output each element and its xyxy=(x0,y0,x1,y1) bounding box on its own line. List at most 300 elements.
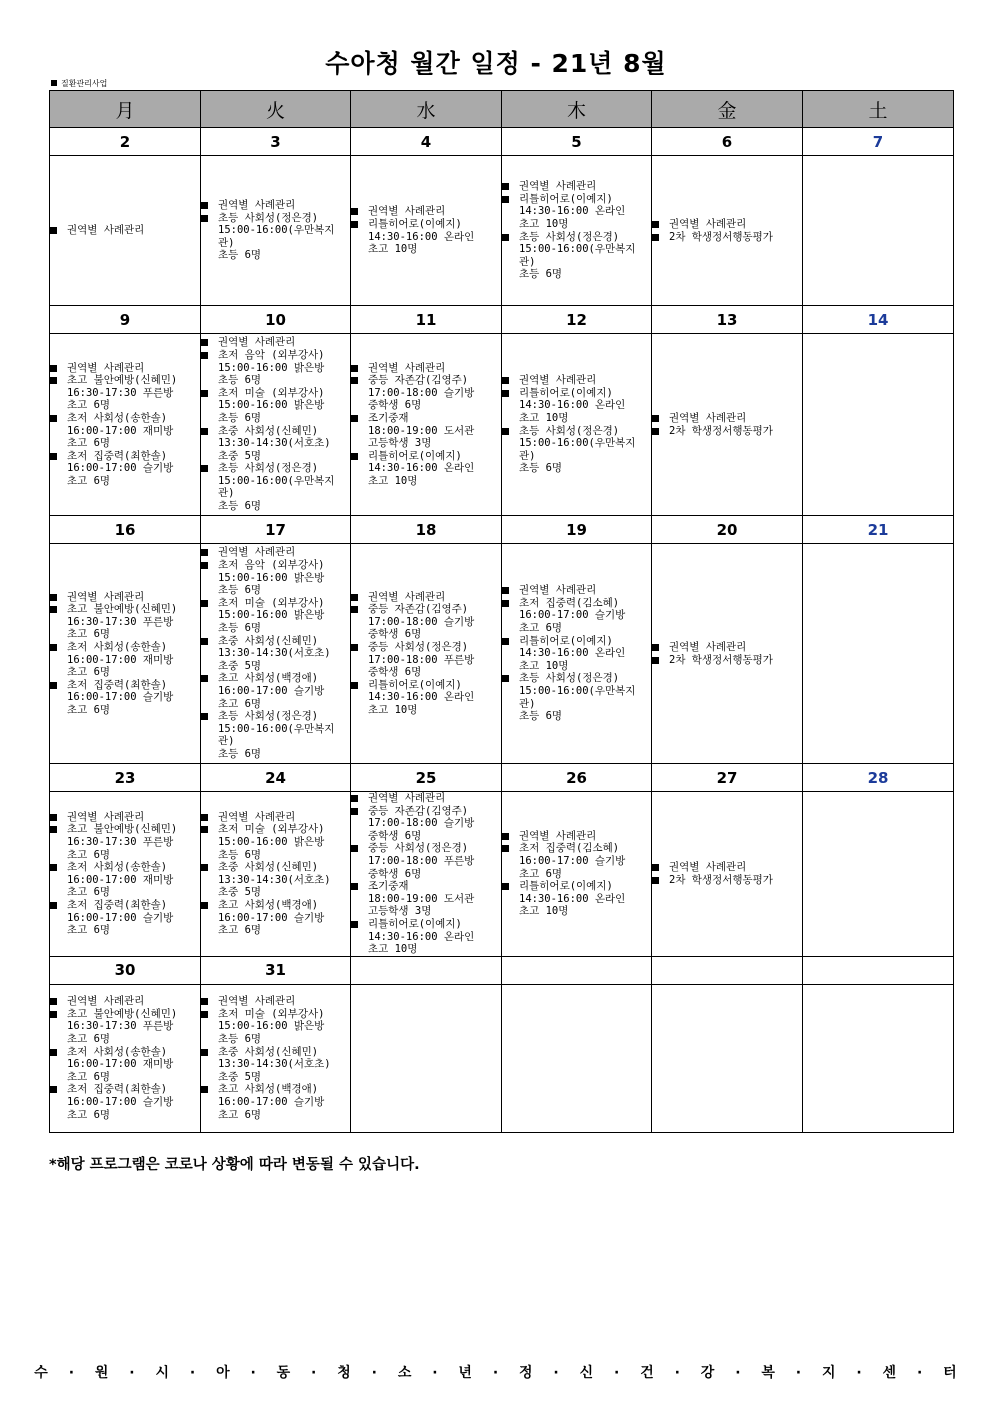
event-title: 초고 불안예방(신혜민) xyxy=(67,1007,178,1020)
event-detail: 14:30-16:00 온라인 xyxy=(519,892,626,905)
square-bullet-icon xyxy=(201,562,208,569)
event-item xyxy=(502,597,651,635)
event-detail: 중학생 6명 xyxy=(368,666,422,679)
event-item xyxy=(502,180,651,193)
event-detail: 중학생 6명 xyxy=(368,867,422,880)
event-item xyxy=(201,425,350,463)
event-detail: 15:00-16:00(우만복지 xyxy=(519,243,636,256)
square-bullet-icon xyxy=(51,80,57,86)
square-bullet-icon xyxy=(502,675,509,682)
event-detail: 13:30-14:30(서호초) xyxy=(218,647,331,660)
event-item xyxy=(351,918,501,956)
event-detail: 초고 6명 xyxy=(67,474,111,487)
square-bullet-icon xyxy=(50,365,57,372)
square-bullet-icon xyxy=(50,902,57,909)
day-events-cell xyxy=(803,984,954,1132)
event-item xyxy=(351,641,501,679)
event-detail: 15:00-16:00(우만복지 xyxy=(218,722,335,735)
square-bullet-icon xyxy=(50,1086,57,1093)
event-detail: 초등 6명 xyxy=(218,622,262,635)
event-detail: 16:30-17:30 푸른방 xyxy=(67,1020,174,1033)
event-title: 권역별 사례관리 xyxy=(669,411,747,424)
date-cell: 11 xyxy=(351,306,502,334)
event-detail: 16:00-17:00 슬기방 xyxy=(218,1096,325,1108)
square-bullet-icon xyxy=(50,814,57,821)
event-title: 조기중재 xyxy=(368,880,409,893)
event-item xyxy=(351,362,501,375)
event-item xyxy=(50,823,200,861)
event-title: 초등 사회성(정은경) xyxy=(519,424,620,437)
event-title: 권역별 사례관리 xyxy=(67,361,145,374)
square-bullet-icon xyxy=(201,549,208,556)
event-detail: 초고 6명 xyxy=(218,697,262,710)
event-detail: 18:00-19:00 도서관 xyxy=(368,892,475,905)
event-item xyxy=(201,861,350,899)
event-title: 초저 사회성(송한솔) xyxy=(67,640,168,653)
event-item xyxy=(50,412,200,450)
date-cell: 13 xyxy=(652,306,803,334)
day-events-cell xyxy=(201,156,351,306)
event-item xyxy=(502,387,651,425)
event-title: 리틀히어로(이예지) xyxy=(519,880,613,893)
event-detail: 17:00-18:00 슬기방 xyxy=(368,817,475,830)
square-bullet-icon xyxy=(652,221,659,228)
event-detail: 16:00-17:00 슬기방 xyxy=(67,462,174,475)
date-cell: 30 xyxy=(50,956,201,984)
square-bullet-icon xyxy=(201,675,208,682)
event-detail: 16:00-17:00 슬기방 xyxy=(519,854,626,867)
day-events-cell xyxy=(502,984,652,1132)
event-detail: 초등 6명 xyxy=(519,462,563,475)
event-title: 권역별 사례관리 xyxy=(67,995,145,1008)
square-bullet-icon xyxy=(502,833,509,840)
event-item xyxy=(502,231,651,281)
event-title: 권역별 사례관리 xyxy=(669,640,747,653)
event-item xyxy=(201,462,350,512)
event-detail: 초고 6명 xyxy=(67,703,111,716)
day-events-cell xyxy=(652,544,803,764)
event-detail: 초고 6명 xyxy=(67,666,111,679)
event-detail: 15:00-16:00 밝은방 xyxy=(218,1020,325,1033)
event-detail: 초고 6명 xyxy=(67,848,111,861)
square-bullet-icon xyxy=(502,845,509,852)
date-cell: 17 xyxy=(201,516,351,544)
event-title: 초저 사회성(송한솔) xyxy=(67,411,168,424)
event-detail: 14:30-16:00 온라인 xyxy=(368,230,475,243)
date-cell: 4 xyxy=(351,128,502,156)
event-item xyxy=(50,995,200,1008)
event-detail: 14:30-16:00 온라인 xyxy=(519,399,626,412)
event-item xyxy=(201,336,350,349)
event-title: 초중 사회성(신혜민) xyxy=(218,861,319,874)
square-bullet-icon xyxy=(201,1011,208,1018)
square-bullet-icon xyxy=(201,352,208,359)
date-cell: 23 xyxy=(50,764,201,792)
event-detail: 초등 6명 xyxy=(519,710,563,723)
event-detail: 고등학생 3명 xyxy=(368,905,432,918)
square-bullet-icon xyxy=(201,600,208,607)
event-title: 초저 집중력(최한솔) xyxy=(67,678,168,691)
square-bullet-icon xyxy=(351,594,358,601)
date-cell: 26 xyxy=(502,764,652,792)
event-item xyxy=(50,1046,200,1084)
event-title: 권역별 사례관리 xyxy=(67,810,145,823)
event-item xyxy=(50,641,200,679)
event-item xyxy=(50,450,200,488)
square-bullet-icon xyxy=(50,606,57,613)
date-cell: 25 xyxy=(351,764,502,792)
event-title: 중등 자존감(김영주) xyxy=(368,804,469,817)
event-title: 초저 집중력(최한솔) xyxy=(67,899,168,912)
page-title: 수아청 월간 일정 - 21년 8월 xyxy=(325,49,667,78)
event-title: 초중 사회성(신혜민) xyxy=(218,1045,319,1058)
event-title: 초등 사회성(정은경) xyxy=(519,230,620,243)
event-title: 초저 음악 (외부강사) xyxy=(218,348,325,361)
day-events-cell xyxy=(50,334,201,516)
event-detail: 초고 10명 xyxy=(368,703,418,716)
event-item xyxy=(652,861,802,874)
event-item xyxy=(502,842,651,880)
date-cell: 21 xyxy=(803,516,954,544)
event-detail: 중학생 6명 xyxy=(368,399,422,412)
event-detail: 초고 6명 xyxy=(67,1070,111,1083)
square-bullet-icon xyxy=(351,377,358,384)
date-cell: 20 xyxy=(652,516,803,544)
square-bullet-icon xyxy=(652,877,659,884)
day-events-cell xyxy=(652,156,803,306)
event-title: 초고 사회성(백경애) xyxy=(218,899,319,912)
event-item xyxy=(50,374,200,412)
event-title: 초저 집중력(최한솔) xyxy=(67,449,168,462)
day-events-cell xyxy=(652,334,803,516)
event-item xyxy=(502,880,651,918)
weekday-tue: 火 xyxy=(201,91,351,128)
event-title: 권역별 사례관리 xyxy=(519,584,597,597)
event-title: 초고 불안예방(신혜민) xyxy=(67,823,178,836)
event-item xyxy=(201,823,350,861)
event-item xyxy=(502,584,651,597)
event-title: 리틀히어로(이예지) xyxy=(368,678,462,691)
day-events-cell xyxy=(50,792,201,957)
event-title: 2차 학생정서행동평가 xyxy=(669,424,773,437)
event-item xyxy=(652,412,802,425)
event-title: 초저 집중력(김소혜) xyxy=(519,842,620,855)
event-item xyxy=(652,874,802,887)
day-events-cell xyxy=(803,334,954,516)
square-bullet-icon xyxy=(201,339,208,346)
event-item xyxy=(201,710,350,760)
square-bullet-icon xyxy=(502,196,509,203)
day-events-cell xyxy=(502,792,652,957)
event-item xyxy=(50,1083,200,1121)
event-detail: 16:00-17:00 재미방 xyxy=(67,873,174,886)
day-events-cell xyxy=(50,156,201,306)
square-bullet-icon xyxy=(351,682,358,689)
date-cell: 10 xyxy=(201,306,351,334)
event-title: 중등 자존감(김영주) xyxy=(368,374,469,387)
event-item xyxy=(50,362,200,375)
event-title: 권역별 사례관리 xyxy=(669,861,747,874)
day-events-cell xyxy=(502,334,652,516)
event-title: 권역별 사례관리 xyxy=(669,217,747,230)
event-title: 중등 사회성(정은경) xyxy=(368,842,469,855)
square-bullet-icon xyxy=(201,215,208,222)
square-bullet-icon xyxy=(502,638,509,645)
event-detail: 고등학생 3명 xyxy=(368,437,432,450)
square-bullet-icon xyxy=(351,921,358,928)
event-detail: 초고 6명 xyxy=(519,622,563,635)
event-detail: 16:00-17:00 재미방 xyxy=(67,1058,174,1071)
event-detail: 초고 6명 xyxy=(67,1108,111,1121)
date-cell: 19 xyxy=(502,516,652,544)
event-detail: 관) xyxy=(218,735,235,748)
disclaimer-note: *해당 프로그램은 코로나 상황에 따라 변동될 수 있습니다. xyxy=(49,1157,420,1173)
date-cell: 2 xyxy=(50,128,201,156)
event-detail: 17:00-18:00 슬기방 xyxy=(368,386,475,399)
event-title: 초저 미술 (외부강사) xyxy=(218,1007,325,1020)
event-item xyxy=(351,374,501,412)
legend xyxy=(51,78,107,89)
event-item xyxy=(201,546,350,559)
event-detail: 16:30-17:30 푸른방 xyxy=(67,836,174,849)
legend-label: 질환관리사업 xyxy=(61,79,108,88)
event-detail: 초고 10명 xyxy=(519,659,569,672)
square-bullet-icon xyxy=(50,1049,57,1056)
date-cell: 27 xyxy=(652,764,803,792)
square-bullet-icon xyxy=(652,644,659,651)
event-title: 중등 사회성(정은경) xyxy=(368,640,469,653)
event-item xyxy=(652,641,802,654)
event-title: 리틀히어로(이예지) xyxy=(519,386,613,399)
event-title: 권역별 사례관리 xyxy=(368,205,446,218)
event-title: 초등 사회성(정은경) xyxy=(519,672,620,685)
event-item xyxy=(502,672,651,722)
event-title: 초등 사회성(정은경) xyxy=(218,462,319,475)
event-title: 초고 불안예방(신혜민) xyxy=(67,603,178,616)
calendar-table xyxy=(49,90,954,1133)
square-bullet-icon xyxy=(50,227,57,234)
day-events-cell xyxy=(502,544,652,764)
event-item xyxy=(50,899,200,937)
square-bullet-icon xyxy=(201,1086,208,1093)
event-item xyxy=(201,559,350,597)
event-title: 초저 집중력(김소혜) xyxy=(519,596,620,609)
day-events-cell xyxy=(201,334,351,516)
event-title: 권역별 사례관리 xyxy=(218,336,296,349)
event-title: 초저 미술 (외부강사) xyxy=(218,386,325,399)
day-events-cell xyxy=(351,544,502,764)
event-detail: 초등 6명 xyxy=(218,584,262,597)
event-item xyxy=(201,995,350,1008)
square-bullet-icon xyxy=(351,365,358,372)
square-bullet-icon xyxy=(201,1049,208,1056)
event-item xyxy=(351,412,501,450)
day-events-cell xyxy=(803,544,954,764)
square-bullet-icon xyxy=(50,453,57,460)
event-detail: 초등 6명 xyxy=(218,411,262,424)
event-item xyxy=(201,635,350,673)
event-title: 초중 사회성(신혜민) xyxy=(218,634,319,647)
event-detail: 초고 10명 xyxy=(519,411,569,424)
event-title: 초저 집중력(최한솔) xyxy=(67,1083,168,1096)
square-bullet-icon xyxy=(351,453,358,460)
date-cell: 6 xyxy=(652,128,803,156)
square-bullet-icon xyxy=(201,814,208,821)
event-item xyxy=(652,654,802,667)
day-events-cell xyxy=(201,792,351,957)
square-bullet-icon xyxy=(50,1011,57,1018)
event-item xyxy=(351,792,501,805)
event-detail: 15:00-16:00(우만복지 xyxy=(519,437,636,450)
square-bullet-icon xyxy=(50,377,57,384)
event-detail: 초고 10명 xyxy=(368,243,418,256)
event-item xyxy=(502,635,651,673)
event-detail: 14:30-16:00 온라인 xyxy=(368,691,475,704)
event-detail: 초고 6명 xyxy=(67,1033,111,1046)
square-bullet-icon xyxy=(502,234,509,241)
square-bullet-icon xyxy=(351,644,358,651)
square-bullet-icon xyxy=(502,600,509,607)
day-events-cell xyxy=(351,156,502,306)
event-detail: 초등 6명 xyxy=(218,374,262,387)
square-bullet-icon xyxy=(502,183,509,190)
square-bullet-icon xyxy=(351,415,358,422)
square-bullet-icon xyxy=(652,864,659,871)
square-bullet-icon xyxy=(351,606,358,613)
event-title: 초등 사회성(정은경) xyxy=(218,211,319,224)
event-detail: 관) xyxy=(218,487,235,500)
event-detail: 15:00-16:00 밝은방 xyxy=(218,571,325,584)
events-row xyxy=(50,156,954,306)
event-item xyxy=(351,591,501,604)
event-title: 리틀히어로(이예지) xyxy=(519,192,613,205)
date-cell: 7 xyxy=(803,128,954,156)
event-detail: 16:00-17:00 슬기방 xyxy=(67,691,174,704)
event-detail: 초고 10명 xyxy=(368,474,418,487)
square-bullet-icon xyxy=(50,998,57,1005)
event-title: 권역별 사례관리 xyxy=(218,810,296,823)
date-row xyxy=(50,956,954,984)
event-detail: 초고 6명 xyxy=(67,399,111,412)
square-bullet-icon xyxy=(201,902,208,909)
event-detail: 초고 10명 xyxy=(519,905,569,918)
event-detail: 17:00-18:00 푸른방 xyxy=(368,653,475,666)
event-detail: 초고 6명 xyxy=(67,886,111,899)
event-title: 권역별 사례관리 xyxy=(67,224,145,237)
event-detail: 초등 6명 xyxy=(519,268,563,281)
square-bullet-icon xyxy=(351,883,358,890)
date-cell: 14 xyxy=(803,306,954,334)
event-detail: 16:00-17:00 재미방 xyxy=(67,424,174,437)
date-row xyxy=(50,764,954,792)
event-title: 권역별 사례관리 xyxy=(218,546,296,559)
event-detail: 초고 6명 xyxy=(67,628,111,641)
event-detail: 초고 10명 xyxy=(519,217,569,230)
event-detail: 초고 6명 xyxy=(218,1108,262,1121)
event-detail: 14:30-16:00 온라인 xyxy=(519,647,626,660)
calendar-body xyxy=(50,128,954,1133)
date-cell: 16 xyxy=(50,516,201,544)
square-bullet-icon xyxy=(502,587,509,594)
date-cell: 5 xyxy=(502,128,652,156)
event-detail: 초고 6명 xyxy=(519,867,563,880)
square-bullet-icon xyxy=(351,845,358,852)
event-title: 중등 자존감(김영주) xyxy=(368,603,469,616)
events-row xyxy=(50,544,954,764)
event-title: 리틀히어로(이예지) xyxy=(368,217,462,230)
event-detail: 중학생 6명 xyxy=(368,628,422,641)
event-detail: 13:30-14:30(서호초) xyxy=(218,873,331,886)
date-cell: 3 xyxy=(201,128,351,156)
event-detail: 17:00-18:00 푸른방 xyxy=(368,854,475,867)
square-bullet-icon xyxy=(351,208,358,215)
square-bullet-icon xyxy=(201,713,208,720)
square-bullet-icon xyxy=(50,415,57,422)
weekday-mon: 月 xyxy=(50,91,201,128)
event-title: 초저 미술 (외부강사) xyxy=(218,596,325,609)
event-item xyxy=(652,231,802,244)
event-detail: 15:00-16:00 밝은방 xyxy=(218,399,325,412)
event-title: 초저 사회성(송한솔) xyxy=(67,1045,168,1058)
event-title: 2차 학생정서행동평가 xyxy=(669,230,773,243)
day-events-cell xyxy=(652,984,803,1132)
event-item xyxy=(50,591,200,604)
square-bullet-icon xyxy=(351,808,358,815)
square-bullet-icon xyxy=(351,221,358,228)
event-detail: 18:00-19:00 도서관 xyxy=(368,424,475,437)
event-item xyxy=(652,425,802,438)
square-bullet-icon xyxy=(201,202,208,209)
square-bullet-icon xyxy=(50,826,57,833)
square-bullet-icon xyxy=(50,864,57,871)
date-row xyxy=(50,516,954,544)
event-detail: 16:30-17:30 푸른방 xyxy=(67,615,174,628)
event-title: 권역별 사례관리 xyxy=(519,374,597,387)
event-detail: 초등 6명 xyxy=(218,500,262,513)
event-item xyxy=(502,425,651,475)
event-title: 권역별 사례관리 xyxy=(368,361,446,374)
event-detail: 14:30-16:00 온라인 xyxy=(368,462,475,475)
event-detail: 16:00-17:00 슬기방 xyxy=(67,1096,174,1108)
event-title: 권역별 사례관리 xyxy=(368,792,446,804)
events-row xyxy=(50,984,954,1132)
event-item xyxy=(201,349,350,387)
square-bullet-icon xyxy=(201,998,208,1005)
event-detail: 15:00-16:00 밝은방 xyxy=(218,361,325,374)
event-item xyxy=(50,861,200,899)
square-bullet-icon xyxy=(502,377,509,384)
date-cell xyxy=(502,956,652,984)
event-detail: 15:00-16:00 밝은방 xyxy=(218,836,325,849)
square-bullet-icon xyxy=(652,234,659,241)
weekday-thu: 木 xyxy=(502,91,652,128)
event-title: 리틀히어로(이예지) xyxy=(519,634,613,647)
event-detail: 초등 6명 xyxy=(218,1033,262,1046)
event-item xyxy=(502,374,651,387)
event-detail: 관) xyxy=(519,255,536,268)
event-title: 초등 사회성(정은경) xyxy=(218,710,319,723)
date-row xyxy=(50,128,954,156)
event-title: 권역별 사례관리 xyxy=(368,590,446,603)
square-bullet-icon xyxy=(201,428,208,435)
square-bullet-icon xyxy=(652,657,659,664)
date-cell: 28 xyxy=(803,764,954,792)
event-detail: 16:00-17:00 재미방 xyxy=(67,653,174,666)
square-bullet-icon xyxy=(50,594,57,601)
square-bullet-icon xyxy=(351,795,358,802)
event-detail: 초고 6명 xyxy=(67,924,111,937)
square-bullet-icon xyxy=(201,638,208,645)
